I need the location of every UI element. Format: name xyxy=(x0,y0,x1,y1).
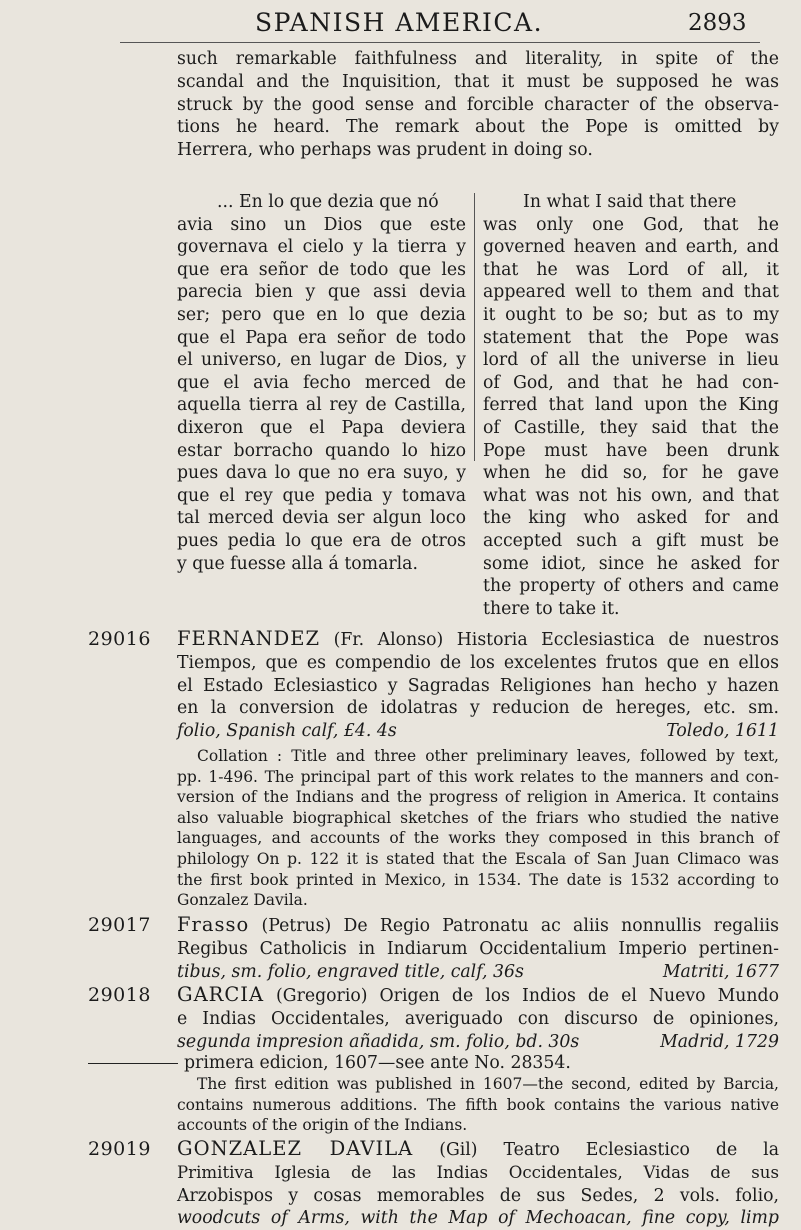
sub-entry-text: primera edicion, 1607—see ante No. 28354. xyxy=(184,1053,571,1073)
quote-line: the king who asked for and xyxy=(483,508,779,529)
quote-line: some idiot, since he asked for xyxy=(483,553,779,574)
entry-description xyxy=(177,628,779,743)
collation-note xyxy=(177,746,779,911)
quote-line: ... En lo que dezia que nó xyxy=(217,192,439,212)
quote-line: parecia bien y que assi devia xyxy=(177,282,466,303)
quote-line: ferred that land upon the King xyxy=(483,395,779,416)
page-header xyxy=(0,8,801,40)
quote-line: of Castille, they said that the xyxy=(483,417,779,438)
entry-line: woodcuts of Arms, with the Map of Mechoacan, fine copy, limp xyxy=(177,1208,779,1229)
quote-line: lord of all the universe in lieu xyxy=(483,350,779,371)
author-name: Frasso xyxy=(177,913,250,936)
imprint: Matriti, 1677 xyxy=(662,961,779,982)
spanish-quote xyxy=(177,191,466,575)
parallel-quotation xyxy=(177,191,779,619)
quote-line: aquella tierra al rey de Castilla, xyxy=(177,395,466,416)
quote-line: when he did so, for he gave xyxy=(483,463,779,484)
entry-description xyxy=(177,1138,779,1230)
quote-line: estar borracho quando lo hizo xyxy=(177,440,466,461)
quote-line: statement that the Pope was xyxy=(483,327,779,348)
entry-description xyxy=(177,984,779,1053)
quote-line: what was not his own, and that xyxy=(483,485,779,506)
intro-line: struck by the good sense and forcible character of the observa- xyxy=(177,94,779,115)
price-row xyxy=(177,961,779,984)
intro-paragraph xyxy=(177,48,779,162)
sub-entry xyxy=(88,1052,779,1075)
quote-line: y que fuesse alla á tomarla. xyxy=(177,553,418,574)
note-line: version of the Indians and the progress of religion in America. It contains xyxy=(177,788,779,807)
quote-line: governava el cielo y la tierra y xyxy=(177,237,466,258)
lot-number: 29019 xyxy=(88,1138,151,1160)
lot-number: 29018 xyxy=(88,984,151,1006)
intro-line: tions he heard. The remark about the Pope is omitted by xyxy=(177,117,779,138)
note-line: also valuable biographical sketches of the friars who studied the native xyxy=(177,808,779,827)
note-line: languages, and accounts of the works they composed in this branch of xyxy=(177,829,779,848)
quote-line: que el Papa era señor de todo xyxy=(177,327,466,348)
note-line: contains numerous additions. The fifth book contains the various native xyxy=(177,1095,779,1114)
intro-line: Herrera, who perhaps was prudent in doing so. xyxy=(177,140,593,161)
entry-text: (Fr. Alonso) Historia Ecclesiastica de nuestros xyxy=(320,630,779,650)
binding-price: tibus, sm. folio, engraved title, calf, 36s xyxy=(177,961,524,982)
note-line: Gonzalez Davila. xyxy=(177,891,308,910)
entry-line xyxy=(177,914,779,938)
entry-text: (Gregorio) Origen de los Indios de el Nuevo Mundo xyxy=(264,986,779,1006)
lot-number: 29016 xyxy=(88,628,151,650)
quote-line: accepted such a gift must be xyxy=(483,530,779,551)
quote-line: que era señor de todo que les xyxy=(177,259,466,280)
quote-line: pues dava lo que no era suyo, y xyxy=(177,463,466,484)
author-name: FERNANDEZ xyxy=(177,627,321,650)
note-line: philology On p. 122 it is stated that the Escala of San Juan Climaco was xyxy=(177,849,779,868)
quote-line: the property of others and came xyxy=(483,576,779,597)
entry-text: (Gil) Teatro Eclesiastico de la xyxy=(413,1140,779,1160)
intro-line: such remarkable faithfulness and literality, in spite of the xyxy=(177,49,779,69)
quote-line: Pope must have been drunk xyxy=(483,440,779,461)
quote-line: tal merced devia ser algun loco xyxy=(177,508,466,529)
price-row xyxy=(177,1031,779,1054)
edition-note xyxy=(177,1074,779,1136)
author-name: GONZALEZ DAVILA xyxy=(177,1137,414,1160)
quote-line: of God, and that he had con- xyxy=(483,372,779,393)
binding-price: folio, Spanish calf, £4. 4s xyxy=(177,721,397,742)
quote-line: that he was Lord of all, it xyxy=(483,259,779,280)
entry-line: Primitiva Iglesia de las Indias Occidentales, Vidas de sus xyxy=(177,1162,779,1182)
quote-line: it ought to be so; but as to my xyxy=(483,304,779,325)
quote-line: there to take it. xyxy=(483,598,620,619)
note-line: pp. 1-496. The principal part of this work relates to the manners and con- xyxy=(177,767,779,786)
lot-number: 29017 xyxy=(88,914,151,936)
quote-line: was only one God, that he xyxy=(483,214,779,235)
entry-line: el Estado Eclesiastico y Sagradas Religiones han hecho y hazen xyxy=(177,675,779,696)
quote-line: In what I said that there xyxy=(523,192,737,212)
quote-line: avia sino un Dios que este xyxy=(177,214,466,235)
binding-price: segunda impresion añadida, sm. folio, bd. 30s xyxy=(177,1031,580,1052)
quote-line: dixeron que el Papa deviera xyxy=(177,417,466,438)
note-line: the first book printed in Mexico, in 1534. The date is 1532 according to xyxy=(177,870,779,889)
quote-line: pues pedia lo que era de otros xyxy=(177,530,466,551)
quote-line: appeared well to them and that xyxy=(483,282,779,303)
price-row xyxy=(177,720,779,743)
english-translation xyxy=(483,191,779,620)
imprint: Madrid, 1729 xyxy=(660,1031,779,1052)
quote-line: que el avia fecho merced de xyxy=(177,372,466,393)
note-line: Collation : Title and three other preliminary leaves, followed by text, xyxy=(197,747,779,765)
quote-line: ser; pero que en lo que dezia xyxy=(177,304,466,325)
quote-line: que el rey que pedia y tomava xyxy=(177,485,466,506)
entry-line: en la conversion de idolatras y reducion de hereges, etc. sm. xyxy=(177,698,779,719)
entry-line: Arzobispos y cosas memorables de sus Sedes, 2 vols. folio, xyxy=(177,1185,779,1206)
running-title: SPANISH AMERICA. xyxy=(255,8,544,37)
entry-description xyxy=(177,914,779,983)
header-rule xyxy=(120,42,760,43)
quote-line: el universo, en lugar de Dios, y xyxy=(177,350,466,371)
page-number: 2893 xyxy=(688,10,747,36)
entry-line: Tiempos, que es compendio de los excelentes frutos que en ellos xyxy=(177,652,779,673)
imprint: Toledo, 1611 xyxy=(666,721,779,742)
intro-line: scandal and the Inquisition, that it must be supposed he was xyxy=(177,71,779,92)
entry-line: Regibus Catholicis in Indiarum Occidentalium Imperio pertinen- xyxy=(177,938,779,959)
entry-text: (Petrus) De Regio Patronatu ac aliis nonnullis regaliis xyxy=(249,916,779,936)
author-name: GARCIA xyxy=(177,983,265,1006)
column-divider xyxy=(474,193,475,461)
quote-line: governed heaven and earth, and xyxy=(483,237,779,258)
entry-line xyxy=(177,984,779,1008)
note-line: accounts of the origin of the Indians. xyxy=(177,1116,468,1135)
entry-line xyxy=(177,1138,779,1162)
entry-line: e Indias Occidentales, averiguado con discurso de opiniones, xyxy=(177,1008,779,1029)
entry-line xyxy=(177,628,779,652)
ditto-rule xyxy=(88,1063,178,1064)
note-line: The first edition was published in 1607—the second, edited by Barcia, xyxy=(197,1075,779,1093)
